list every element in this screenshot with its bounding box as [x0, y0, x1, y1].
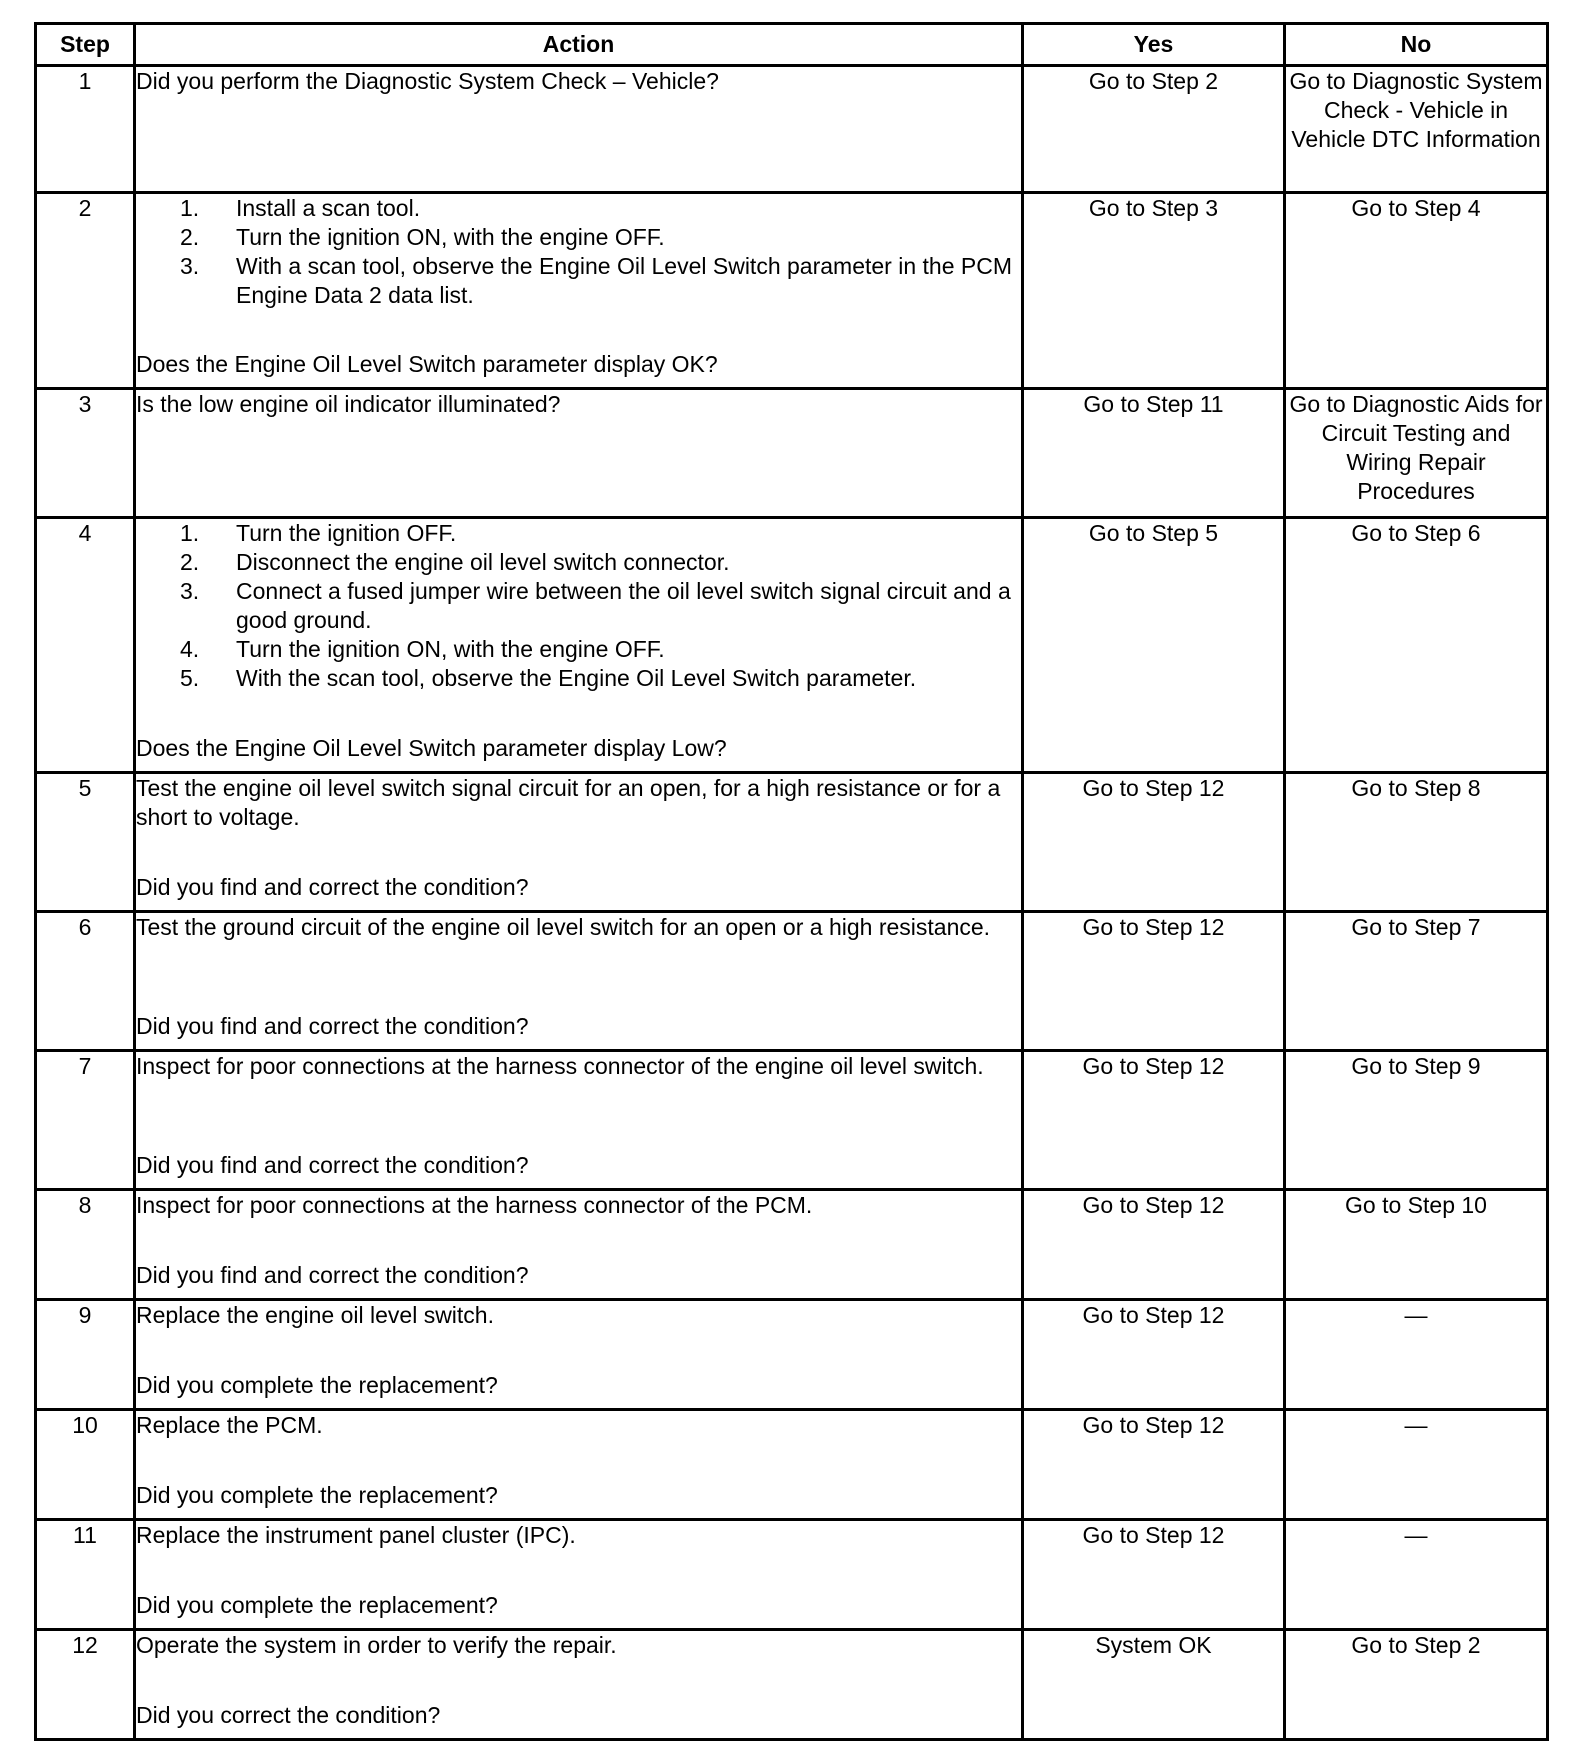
table-row: [36, 1410, 1548, 1520]
action-substeps: [136, 194, 1021, 310]
substep-number: 5.: [180, 665, 200, 691]
action-question: Does the Engine Oil Level Switch parameter display Low?: [136, 735, 727, 761]
no-result: Go to Step 7: [1285, 912, 1548, 1051]
no-result: Go to Step 8: [1285, 773, 1548, 912]
substep-text: With the scan tool, observe the Engine Oil Level Switch parameter.: [236, 665, 917, 691]
table-row: [36, 66, 1548, 193]
substep-number: 3.: [180, 253, 200, 279]
action-prompt: Is the low engine oil indicator illuminated?: [136, 391, 561, 417]
substep-number: 3.: [180, 578, 200, 604]
substep-number: 1.: [180, 520, 200, 546]
action-question: Did you complete the replacement?: [136, 1592, 498, 1618]
step-number: 1: [36, 66, 135, 193]
table-row: [36, 1190, 1548, 1300]
action-question: Did you find and correct the condition?: [136, 1152, 529, 1178]
list-item: [136, 664, 1021, 693]
table-body: [36, 66, 1548, 1740]
yes-result: Go to Step 12: [1023, 1300, 1285, 1410]
action-question: Did you find and correct the condition?: [136, 874, 529, 900]
action-question: Did you complete the replacement?: [136, 1482, 498, 1508]
table-row: [36, 1630, 1548, 1740]
action-question: Did you correct the condition?: [136, 1702, 441, 1728]
step-number: 4: [36, 518, 135, 773]
action-cell: [135, 518, 1023, 773]
yes-result: Go to Step 12: [1023, 1410, 1285, 1520]
table-row: [36, 1300, 1548, 1410]
header-no: No: [1285, 24, 1548, 66]
header-step: Step: [36, 24, 135, 66]
action-cell: [135, 1190, 1023, 1300]
table-row: [36, 1051, 1548, 1190]
action-cell: [135, 1630, 1023, 1740]
substep-text: Turn the ignition ON, with the engine OFF.: [236, 636, 665, 662]
substep-text: With a scan tool, observe the Engine Oil Level Switch parameter in the PCM Engine Data 2 data list.: [236, 253, 1012, 308]
no-result: Go to Step 10: [1285, 1190, 1548, 1300]
no-result: Go to Diagnostic Aids for Circuit Testing and Wiring Repair Procedures: [1285, 389, 1548, 518]
substep-text: Disconnect the engine oil level switch connector.: [236, 549, 730, 575]
action-prompt: Operate the system in order to verify the repair.: [136, 1632, 617, 1658]
action-cell: [135, 1520, 1023, 1630]
action-prompt: Test the ground circuit of the engine oil level switch for an open or a high resistance.: [136, 914, 991, 940]
step-number: 10: [36, 1410, 135, 1520]
action-prompt: Did you perform the Diagnostic System Check – Vehicle?: [136, 68, 719, 94]
action-prompt: Replace the instrument panel cluster (IPC).: [136, 1522, 576, 1548]
action-cell: [135, 912, 1023, 1051]
yes-result: Go to Step 2: [1023, 66, 1285, 193]
table-row: [36, 389, 1548, 518]
action-question: Did you find and correct the condition?: [136, 1013, 529, 1039]
yes-result: Go to Step 11: [1023, 389, 1285, 518]
action-cell: [135, 773, 1023, 912]
action-question: Does the Engine Oil Level Switch parameter display OK?: [136, 351, 718, 377]
step-number: 5: [36, 773, 135, 912]
substep-number: 2.: [180, 549, 200, 575]
header-action: Action: [135, 24, 1023, 66]
action-prompt: Inspect for poor connections at the harness connector of the engine oil level switch.: [136, 1053, 984, 1079]
yes-result: System OK: [1023, 1630, 1285, 1740]
no-result: —: [1285, 1410, 1548, 1520]
header-yes: Yes: [1023, 24, 1285, 66]
substep-text: Turn the ignition ON, with the engine OFF.: [236, 224, 665, 250]
no-result: Go to Step 6: [1285, 518, 1548, 773]
no-result: Go to Step 2: [1285, 1630, 1548, 1740]
table-row: [36, 518, 1548, 773]
action-cell: [135, 66, 1023, 193]
action-cell: [135, 1051, 1023, 1190]
step-number: 11: [36, 1520, 135, 1630]
list-item: [136, 577, 1021, 635]
substep-number: 1.: [180, 195, 200, 221]
step-number: 8: [36, 1190, 135, 1300]
substep-text: Install a scan tool.: [236, 195, 421, 221]
action-question: Did you complete the replacement?: [136, 1372, 498, 1398]
action-substeps: [136, 519, 1021, 693]
yes-result: Go to Step 5: [1023, 518, 1285, 773]
yes-result: Go to Step 12: [1023, 1051, 1285, 1190]
action-cell: [135, 193, 1023, 389]
action-cell: [135, 389, 1023, 518]
action-prompt: Replace the engine oil level switch.: [136, 1302, 494, 1328]
action-cell: [135, 1410, 1023, 1520]
list-item: [136, 519, 1021, 548]
action-prompt: Inspect for poor connections at the harness connector of the PCM.: [136, 1192, 813, 1218]
yes-result: Go to Step 12: [1023, 773, 1285, 912]
yes-result: Go to Step 3: [1023, 193, 1285, 389]
step-number: 6: [36, 912, 135, 1051]
step-number: 12: [36, 1630, 135, 1740]
list-item: [136, 194, 1021, 223]
no-result: —: [1285, 1300, 1548, 1410]
table-row: [36, 773, 1548, 912]
step-number: 3: [36, 389, 135, 518]
substep-number: 4.: [180, 636, 200, 662]
step-number: 7: [36, 1051, 135, 1190]
yes-result: Go to Step 12: [1023, 1520, 1285, 1630]
substep-text: Turn the ignition OFF.: [236, 520, 457, 546]
action-prompt: Test the engine oil level switch signal circuit for an open, for a high resistance or for a short to voltage.: [136, 775, 1001, 830]
diagnostic-table: [34, 22, 1549, 1741]
list-item: [136, 635, 1021, 664]
yes-result: Go to Step 12: [1023, 912, 1285, 1051]
yes-result: Go to Step 12: [1023, 1190, 1285, 1300]
list-item: [136, 252, 1021, 310]
table-row: [36, 193, 1548, 389]
table-row: [36, 912, 1548, 1051]
no-result: Go to Step 4: [1285, 193, 1548, 389]
header-row: [36, 24, 1548, 66]
action-question: Did you find and correct the condition?: [136, 1262, 529, 1288]
table-row: [36, 1520, 1548, 1630]
step-number: 2: [36, 193, 135, 389]
no-result: —: [1285, 1520, 1548, 1630]
step-number: 9: [36, 1300, 135, 1410]
action-prompt: Replace the PCM.: [136, 1412, 323, 1438]
list-item: [136, 223, 1021, 252]
action-cell: [135, 1300, 1023, 1410]
no-result: Go to Diagnostic System Check - Vehicle in Vehicle DTC Information: [1285, 66, 1548, 193]
list-item: [136, 548, 1021, 577]
no-result: Go to Step 9: [1285, 1051, 1548, 1190]
substep-number: 2.: [180, 224, 200, 250]
substep-text: Connect a fused jumper wire between the oil level switch signal circuit and a good ground.: [236, 578, 1011, 633]
